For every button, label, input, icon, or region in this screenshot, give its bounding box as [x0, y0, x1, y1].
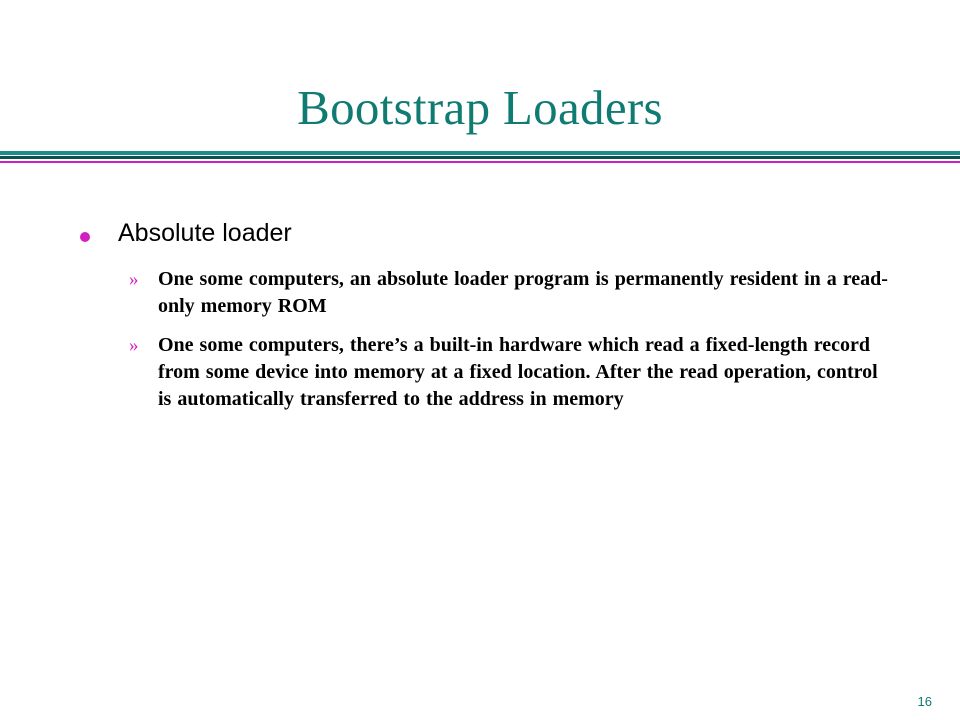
- page-title: Bootstrap Loaders: [297, 80, 663, 135]
- sub-bullet-item: [129, 332, 889, 413]
- sub-bullet-text: One some computers, an absolute loader program is permanently resident in a read-only memory ROM: [158, 268, 888, 317]
- sub-bullet-marker-icon: »: [129, 269, 139, 290]
- title-rule-teal: [0, 151, 960, 155]
- sub-bullet-marker-icon: »: [129, 335, 139, 356]
- bullet-dot-icon: [80, 232, 90, 242]
- bullet-text: Absolute loader: [118, 219, 292, 247]
- title-underline: [0, 145, 960, 169]
- sub-bullet-list: [129, 266, 889, 413]
- sub-bullet-text: One some computers, there’s a built-in hardware which read a fixed-length record from some device into memory at a fixed location. After the read operation, control is automatically transferred to the address in memory: [158, 334, 878, 410]
- slide-content: [80, 218, 888, 425]
- title-rule-magenta: [0, 161, 960, 163]
- bullet-item: [80, 218, 880, 248]
- sub-bullet-item: [129, 266, 889, 320]
- title-rule-dark: [0, 156, 960, 159]
- page-number: 16: [917, 694, 932, 709]
